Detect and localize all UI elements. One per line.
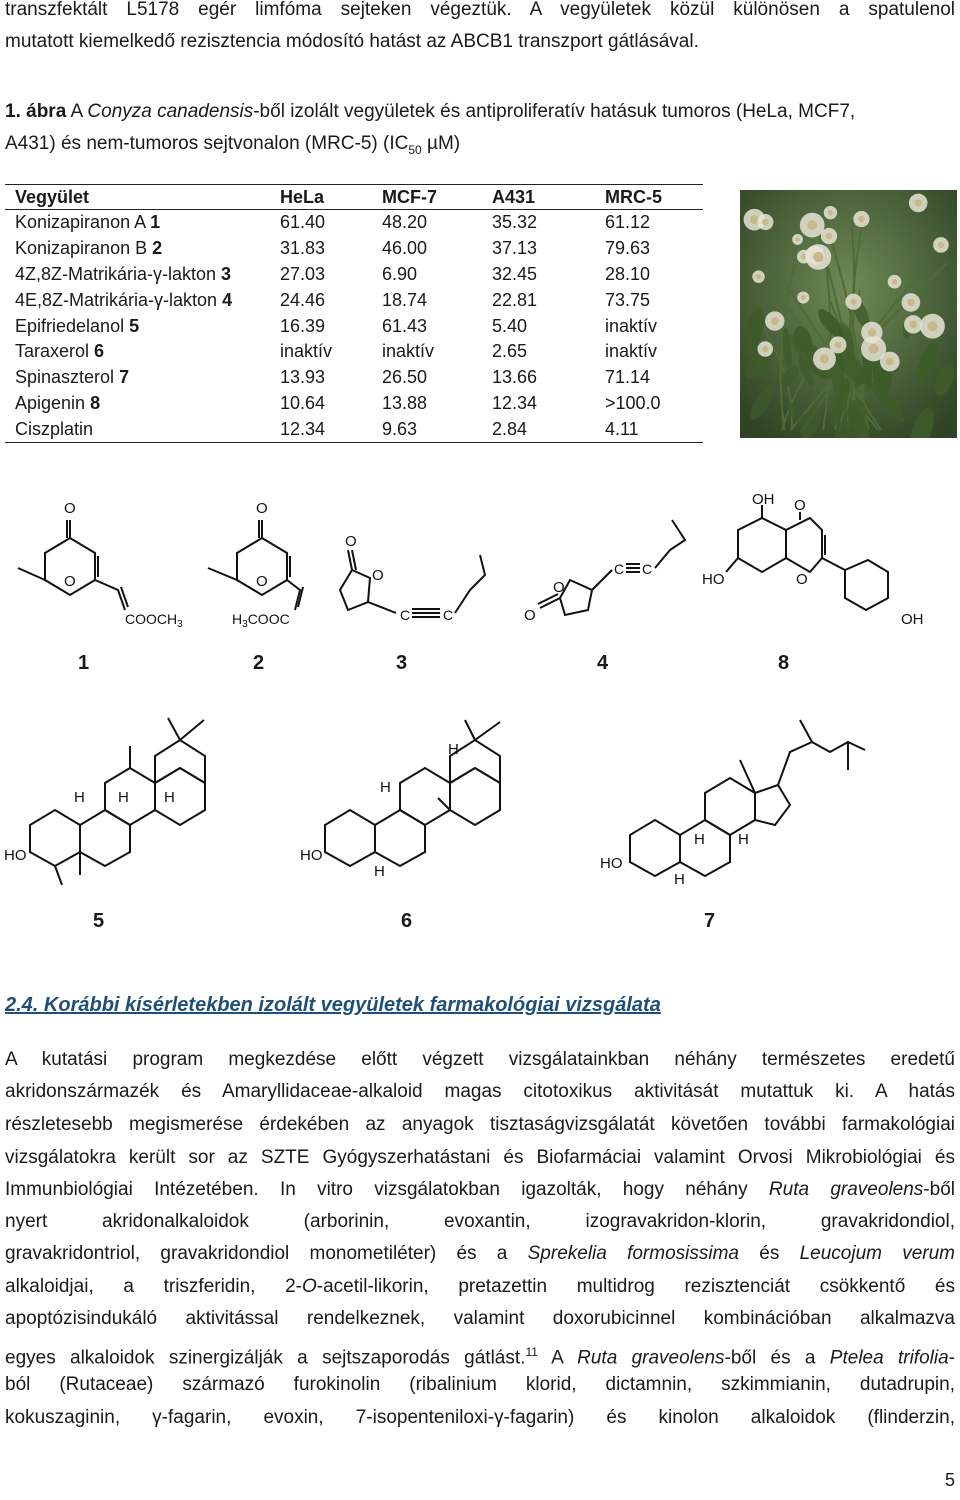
atom-label: C (614, 561, 625, 577)
atom-label: H (164, 789, 175, 806)
plant-flower-center (828, 210, 833, 215)
structure-number: 5 (93, 910, 105, 932)
ic50-value: 28.10 (605, 263, 651, 284)
atom-label: O (256, 573, 268, 590)
table-header-row (5, 185, 703, 210)
plant-flower-center (756, 274, 761, 279)
atom-label: HO (600, 855, 623, 872)
plant-flower-center (820, 354, 829, 363)
compound-name: Taraxerol 6 (15, 341, 105, 362)
ic50-value: 13.66 (492, 367, 538, 388)
plant-flower-center (826, 233, 832, 239)
plant-flower-center (771, 317, 779, 325)
ic50-value: 26.50 (382, 367, 428, 388)
body-line: akridonszármazék és Amaryllidaceae-alkaloid magas citotoxikus aktivitását mutattuk ki. A hatás (5, 1081, 955, 1102)
figure-caption-line-1 (5, 100, 855, 124)
plant-flower-center (807, 220, 817, 230)
structure-number: 6 (401, 910, 413, 932)
ic50-table (5, 184, 703, 443)
atom-label: H (374, 863, 385, 880)
plant-flower-center (801, 295, 806, 300)
ic50-value: 71.14 (605, 367, 651, 388)
table-row (5, 391, 703, 417)
atom-label: C (400, 607, 411, 623)
compound-name: Konizapiranon A 1 (15, 212, 161, 233)
table-row (5, 262, 703, 288)
compound-name: Epifriedelanol 5 (15, 315, 140, 336)
atom-label: H (738, 831, 749, 848)
figure-label: 1. ábra (5, 101, 67, 122)
atom-label: H (694, 831, 705, 848)
atom-label: O (256, 500, 268, 517)
structure-6 (300, 720, 500, 880)
ic50-value: inaktív (605, 315, 658, 336)
column-header: MCF-7 (372, 185, 482, 210)
plant-flower-center (850, 298, 856, 304)
ic50-value: 61.40 (280, 212, 326, 233)
compound-name: Konizapiranon B 2 (15, 238, 163, 259)
plant-flower-center (886, 358, 894, 366)
intro-line-2: mutatott kiemelkedő rezisztencia módosító hatást az ABCB1 transzport gátlásával. (5, 31, 699, 52)
body-line: Immunbiológiai Intézetében. In vitro vizsgálatokban igazolták, hogy néhány Ruta graveolens-ből (5, 1179, 955, 1200)
body-line: apoptózisindukáló aktivitással rendelkeznek, valamint doxorubicinnel kombinációban alkalmazva (5, 1308, 955, 1329)
structure-1 (18, 500, 183, 630)
compound-name: Spinaszterol 7 (15, 367, 130, 388)
section-heading: 2.4. Korábbi kísérletekben izolált vegyületek farmakológiai vizsgálata (5, 994, 661, 1016)
structure-7 (600, 720, 865, 888)
chemical-structures (0, 480, 960, 950)
ic50-value: 22.81 (492, 289, 538, 310)
body-line: nyert akridonalkaloidok (arborinin, evoxantin, izogravakridon-klorin, gravakridondiol, (5, 1211, 955, 1232)
ic50-value: 46.00 (382, 238, 428, 259)
conyza-plant-photo (740, 190, 957, 438)
column-header: A431 (482, 185, 595, 210)
table-row (5, 210, 703, 236)
table-row (5, 365, 703, 391)
ic50-value: 24.46 (280, 289, 326, 310)
compound-name: 4E,8Z-Matrikária-γ-lakton 4 (15, 289, 233, 310)
body-line: egyes alkaloidok szinergizálják a sejtszaporodás gátlást.$^{11}$ A Ruta graveolens-ből és a Ptelea trifolia- (5, 1345, 955, 1369)
table-row (5, 313, 703, 339)
ic50-value: 35.32 (492, 212, 538, 233)
plant-flower-center (835, 341, 842, 348)
atom-label: C (443, 607, 454, 623)
ic50-value: 32.45 (492, 263, 538, 284)
atom-label: H (674, 871, 685, 888)
ic50-value: inaktív (605, 341, 658, 362)
plant-flower-center (858, 216, 864, 222)
body-line: alkaloidjai, a triszferidin, 2-O-acetil-likorin, pretazettin multidrog rezisztenciát csökkentő és (5, 1276, 955, 1297)
atom-label: O (553, 579, 565, 596)
atom-label: O (345, 533, 357, 550)
atom-label: H (448, 741, 459, 758)
structure-4 (524, 520, 685, 624)
column-header: MRC-5 (595, 185, 703, 210)
ic50-value: 6.90 (382, 263, 418, 284)
ic50-value: inaktív (280, 341, 333, 362)
species-name: Conyza canadensis (87, 101, 254, 122)
atom-label: $COOCH_3$ (125, 611, 183, 630)
plant-flower-center (892, 279, 897, 284)
atom-label: HO (702, 571, 725, 588)
plant-flower-center (938, 242, 944, 248)
ic50-value: 12.34 (492, 392, 538, 413)
atom-label: H (118, 789, 129, 806)
atom-label: OH (752, 491, 775, 508)
ic50-value: 61.43 (382, 315, 428, 336)
intro-line-1: transzfektált L5178 egér limfóma sejteken végeztük. A vegyületek közül különösen a spatulenol (5, 0, 955, 20)
ic50-value: >100.0 (605, 392, 661, 413)
structure-number: 8 (778, 652, 790, 674)
atom-label: H (74, 789, 85, 806)
page-number: 5 (944, 1470, 955, 1490)
compound-name: Apigenin 8 (15, 392, 101, 413)
structure-8 (702, 491, 924, 628)
atom-label: OH (901, 611, 924, 628)
table-row (5, 339, 703, 365)
structure-number: 4 (597, 652, 609, 674)
atom-label: HO (4, 847, 27, 864)
table-row (5, 287, 703, 313)
atom-label: O (64, 573, 76, 590)
plant-flower-center (907, 299, 914, 306)
plant-flower-center (795, 237, 799, 241)
column-header: Vegyület (5, 185, 270, 210)
atom-label: O (524, 607, 536, 624)
structure-number: 3 (396, 652, 408, 674)
body-line: A kutatási program megkezdése előtt végzett vizsgálatainkban néhány természetes eredetű (5, 1049, 955, 1070)
atom-label: O (796, 571, 808, 588)
caption-text: -ből izolált vegyületek és antiproliferatív hatásuk tumoros (HeLa, MCF7, (253, 101, 856, 122)
atom-label: O (794, 497, 806, 514)
ic50-value: 73.75 (605, 289, 651, 310)
structure-number: 2 (253, 652, 265, 674)
subscript: 50 (408, 142, 422, 157)
body-line: vizsgálatokra került sor az SZTE Gyógyszerhatástani és Biofarmáciai valamint Orvosi Mikrobiológiai és (5, 1147, 955, 1168)
plant-flower-center (813, 252, 823, 262)
compound-name: Ciszplatin (15, 418, 94, 439)
table-row (5, 416, 703, 442)
ic50-value: 5.40 (492, 315, 528, 336)
body-line: ból (Rutaceae) származó furokinolin (ribalinium klorid, dictamnin, szkimmianin, dutadrupin, (5, 1374, 955, 1395)
structure-2 (208, 500, 303, 630)
atom-label: C (642, 561, 653, 577)
plant-flower-center (762, 219, 768, 225)
ic50-value: 10.64 (280, 392, 326, 413)
atom-label: $H_3COOC$ (232, 611, 290, 630)
body-line: kokuszaginin, γ-fagarin, evoxin, 7-isopenteniloxi-γ-fagarin) és kinolon alkaloidok (flinderzin, (5, 1407, 955, 1428)
plant-flower-center (750, 215, 759, 224)
ic50-value: 27.03 (280, 263, 326, 284)
ic50-value: 37.13 (492, 238, 538, 259)
ic50-value: 13.93 (280, 367, 326, 388)
ic50-value: 79.63 (605, 238, 651, 259)
ic50-value: 9.63 (382, 418, 418, 439)
column-header: HeLa (270, 185, 372, 210)
plant-flower-center (869, 344, 879, 354)
ic50-value: 2.65 (492, 341, 528, 362)
ic50-value: 61.12 (605, 212, 651, 233)
ic50-value: 16.39 (280, 315, 326, 336)
caption-text: A (66, 101, 88, 122)
atom-label: HO (300, 847, 323, 864)
structure-number: 1 (78, 652, 90, 674)
compound-name: 4Z,8Z-Matrikária-γ-lakton 3 (15, 263, 232, 284)
ic50-value: 48.20 (382, 212, 428, 233)
structure-3 (340, 533, 485, 623)
ic50-value: 12.34 (280, 418, 326, 439)
ic50-value: 18.74 (382, 289, 428, 310)
plant-flower-center (910, 321, 917, 328)
ic50-value: 4.11 (605, 418, 639, 439)
ic50-value: 31.83 (280, 238, 326, 259)
ic50-value: 13.88 (382, 392, 428, 413)
table-row (5, 236, 703, 262)
caption-text: µM) (421, 133, 461, 154)
body-line: gravakridontriol, gravakridondiol monometiléter) és a Sprekelia formosissima és Leucojum verum (5, 1243, 956, 1264)
ic50-value: 2.84 (492, 418, 528, 439)
atom-label: O (372, 567, 384, 584)
ic50-value: inaktív (382, 341, 435, 362)
structure-number: 7 (704, 910, 716, 932)
plant-flower-center (868, 328, 877, 337)
plant-flower-center (762, 346, 768, 352)
atom-label: O (64, 500, 76, 517)
plant-flower-center (914, 199, 921, 206)
atom-label: H (380, 779, 391, 796)
caption-text: A431) és nem-tumoros sejtvonalon (MRC-5) (IC (5, 133, 409, 154)
body-line: részletesebb megismerése érdekében az anyagok tisztaságvizsgálatát követően további farmakológiai (5, 1114, 955, 1135)
plant-flower-center (928, 321, 938, 331)
structure-5 (4, 718, 205, 885)
figure-caption-line-2 (5, 132, 460, 162)
